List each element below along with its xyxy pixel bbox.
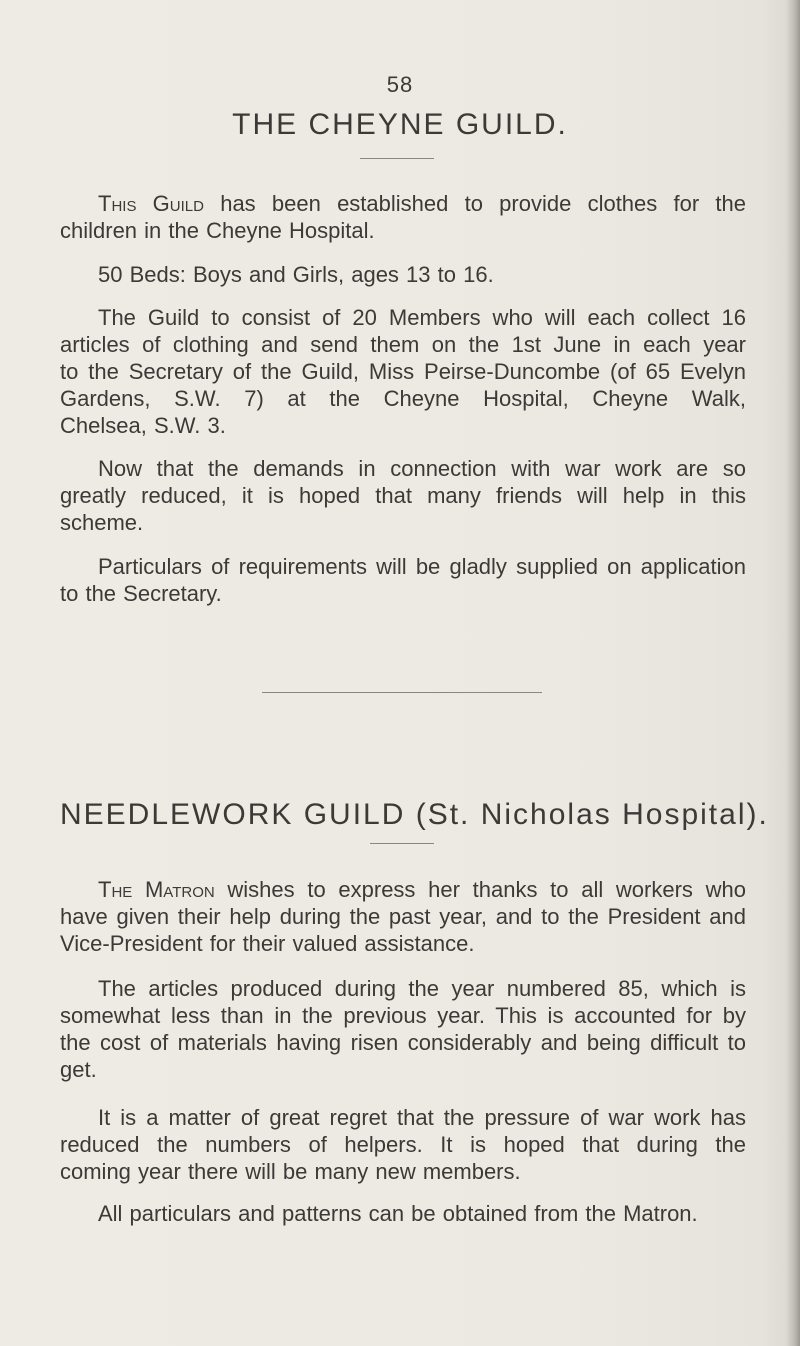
text-line: have given their help during the past year, and to the President and <box>60 904 746 929</box>
text-line: coming year there will be many new members. <box>60 1159 521 1184</box>
page-edge-shadow <box>786 0 800 1346</box>
text-line: All particulars and patterns can be obtained from the Matron. <box>98 1201 698 1226</box>
text-span: has been established to provide clothes for the <box>220 191 746 216</box>
text-line: Gardens, S.W. 7) at the Cheyne Hospital, Cheyne Walk, <box>60 386 746 411</box>
text-line: greatly reduced, it is hoped that many friends will help in this <box>60 483 746 508</box>
page-number: 58 <box>386 72 414 97</box>
section-divider <box>262 692 542 693</box>
text-line: 50 Beds: Boys and Girls, ages 13 to 16. <box>98 262 494 287</box>
text-line: somewhat less than in the previous year. This is accounted for by <box>60 1003 746 1028</box>
text-span: wishes to express her thanks to all workers who <box>227 877 746 902</box>
text-line: Particulars of requirements will be gladly supplied on application <box>98 554 746 579</box>
text-line: articles of clothing and send them on the 1st June in each year <box>60 332 746 357</box>
needlework-paragraph-1 <box>60 876 746 957</box>
lead-word: The Matron <box>98 877 215 902</box>
cheyne-guild-title: THE CHEYNE GUILD. <box>232 108 568 141</box>
text-line: Chelsea, S.W. 3. <box>60 413 226 438</box>
text-line: to the Secretary. <box>60 581 222 606</box>
needlework-paragraph-4 <box>60 1200 746 1227</box>
cheyne-paragraph-1 <box>60 190 746 244</box>
text-line <box>60 190 746 217</box>
text-line: The Guild to consist of 20 Members who will each collect 16 <box>98 305 746 330</box>
text-line: The articles produced during the year numbered 85, which is <box>98 976 746 1001</box>
text-line: It is a matter of great regret that the pressure of war work has <box>98 1105 746 1130</box>
title-rule <box>370 843 434 844</box>
needlework-guild-title: NEEDLEWORK GUILD (St. Nicholas Hospital). <box>60 798 769 831</box>
text-line: the cost of materials having risen considerably and being difficult to <box>60 1030 746 1055</box>
title-rule <box>360 158 434 159</box>
needlework-paragraph-3 <box>60 1104 746 1185</box>
text-line: children in the Cheyne Hospital. <box>60 218 375 243</box>
text-line: Vice-President for their valued assistance. <box>60 931 475 956</box>
needlework-paragraph-2 <box>60 975 746 1083</box>
cheyne-paragraph-3 <box>60 304 746 439</box>
text-line <box>60 876 746 903</box>
text-line: get. <box>60 1057 97 1082</box>
cheyne-paragraph-5 <box>60 553 746 607</box>
text-line: scheme. <box>60 510 144 535</box>
text-line: to the Secretary of the Guild, Miss Peirse-Duncombe (of 65 Evelyn <box>60 359 746 384</box>
text-line: Now that the demands in connection with war work are so <box>98 456 746 481</box>
text-line: reduced the numbers of helpers. It is hoped that during the <box>60 1132 746 1157</box>
lead-word: This Guild <box>98 191 204 216</box>
cheyne-paragraph-4 <box>60 455 746 536</box>
cheyne-paragraph-2 <box>60 261 746 288</box>
